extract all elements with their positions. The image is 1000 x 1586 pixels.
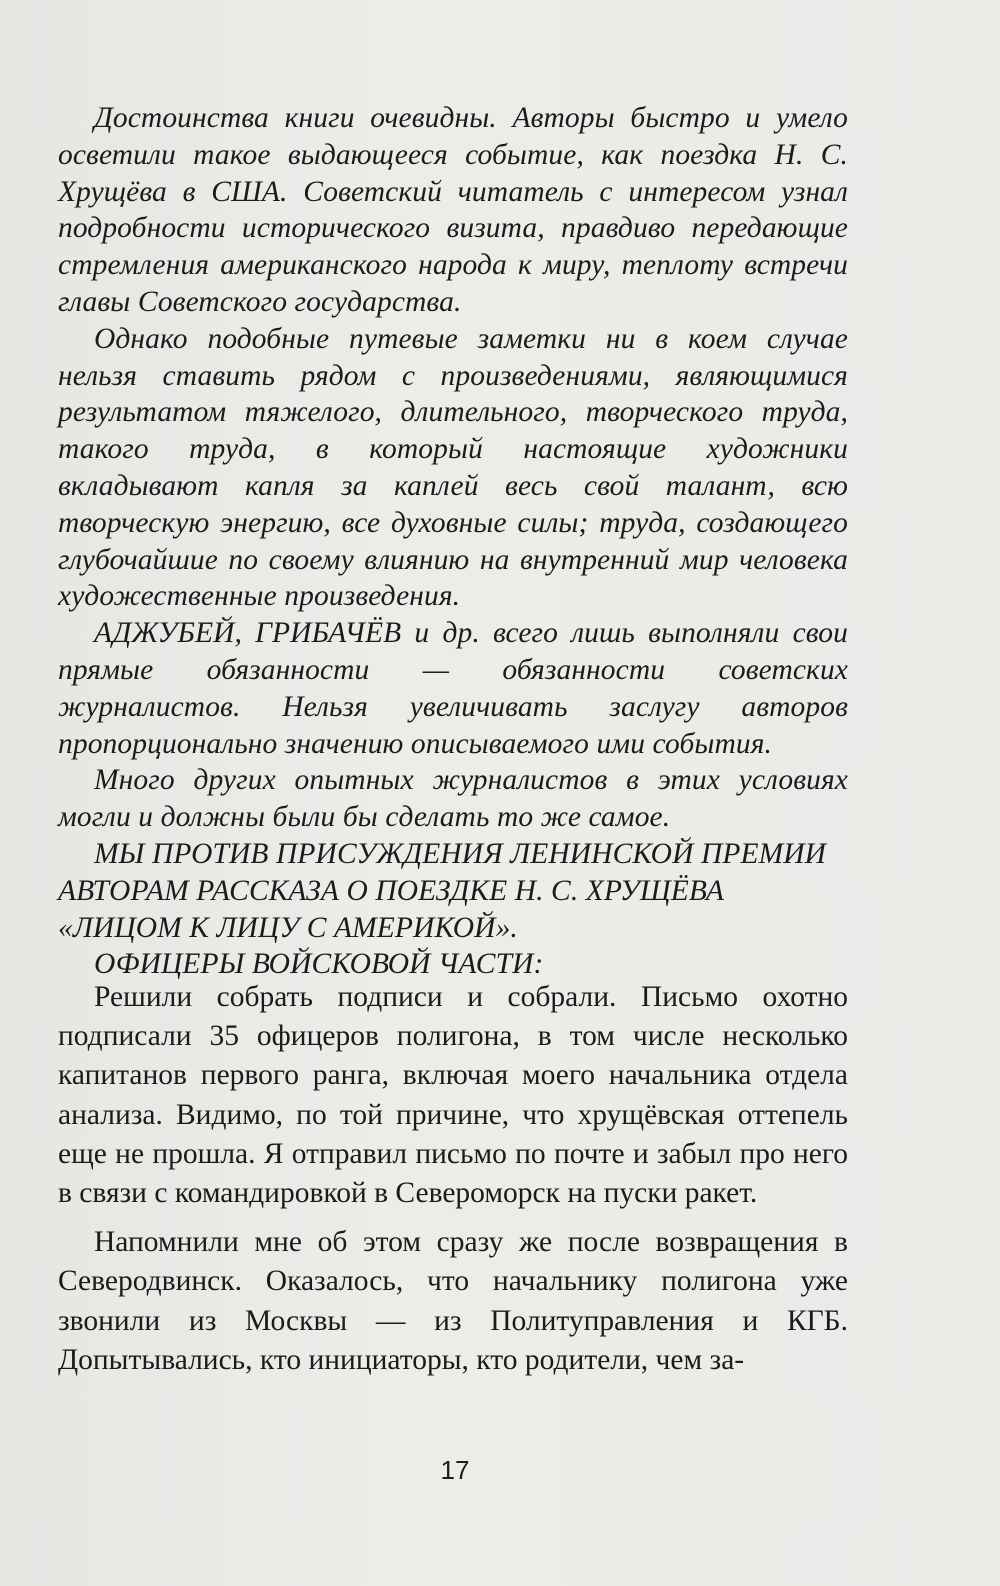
narrative-paragraph-2: Напомнили мне об этом сразу же после возвращения в Северодвинск. Оказалось, что начальнику полигона уже звонили из Москвы — из Политуправления и КГБ. Допытывались, кто инициаторы, кто родители, чем за- (58, 1226, 848, 1376)
letter-signature: ОФИЦЕРЫ ВОЙСКОВОЙ ЧАСТИ: (94, 948, 544, 981)
page-number: 17 (440, 1455, 470, 1485)
quoted-letter (58, 100, 848, 983)
letter-paragraph-4: Много других опытных журналистов в этих условиях могли и должны были бы сделать то же самое. (58, 764, 848, 834)
narrative-text (58, 978, 848, 1390)
letter-paragraph-2: Однако подобные путевые заметки ни в коем случае нельзя ставить рядом с произведениями, являющимися результатом тяжелого, длительного, творческого труда, такого труда, в который настоящие художники вкладывают капля за каплей весь свой талант, всю творческую энергию, все духовные силы; труда, создающего глубочайшие по своему влиянию на внутренний мир человека художественные произведения. (58, 322, 848, 613)
letter-paragraph-3: АДЖУБЕЙ, ГРИБАЧЁВ и др. всего лишь выполняли свои прямые обязанности — обязанности советских журналистов. Нельзя увеличивать заслугу авторов пропорционально значению описываемого ими события. (58, 617, 848, 760)
narrative-paragraph-1: Решили собрать подписи и собрали. Письмо охотно подписали 35 офицеров полигона, в том числе несколько капитанов первого ранга, включая моего начальника отдела анализа. Видимо, по той причине, что хрущёвская оттепель еще не прошла. Я отправил письмо по почте и забыл про него в связи с командировкой в Североморск на пуски ракет. (58, 981, 848, 1210)
letter-paragraph-1: Достоинства книги очевидны. Авторы быстро и умело осветили такое выдающееся событие, как поездка Н. С. Хрущёва в США. Советский читатель с интересом узнал подробности исторического визита, правдиво передающие стремления американского народа к миру, теплоту встречи главы Советского государства. (58, 102, 848, 318)
letter-demand: МЫ ПРОТИВ ПРИСУЖДЕНИЯ ЛЕНИНСКОЙ ПРЕМИИ АВТОРАМ РАССКАЗА О ПОЕЗДКЕ Н. С. ХРУЩЁВА «ЛИЦОМ К ЛИЦУ С АМЕРИКОЙ». (58, 837, 827, 944)
